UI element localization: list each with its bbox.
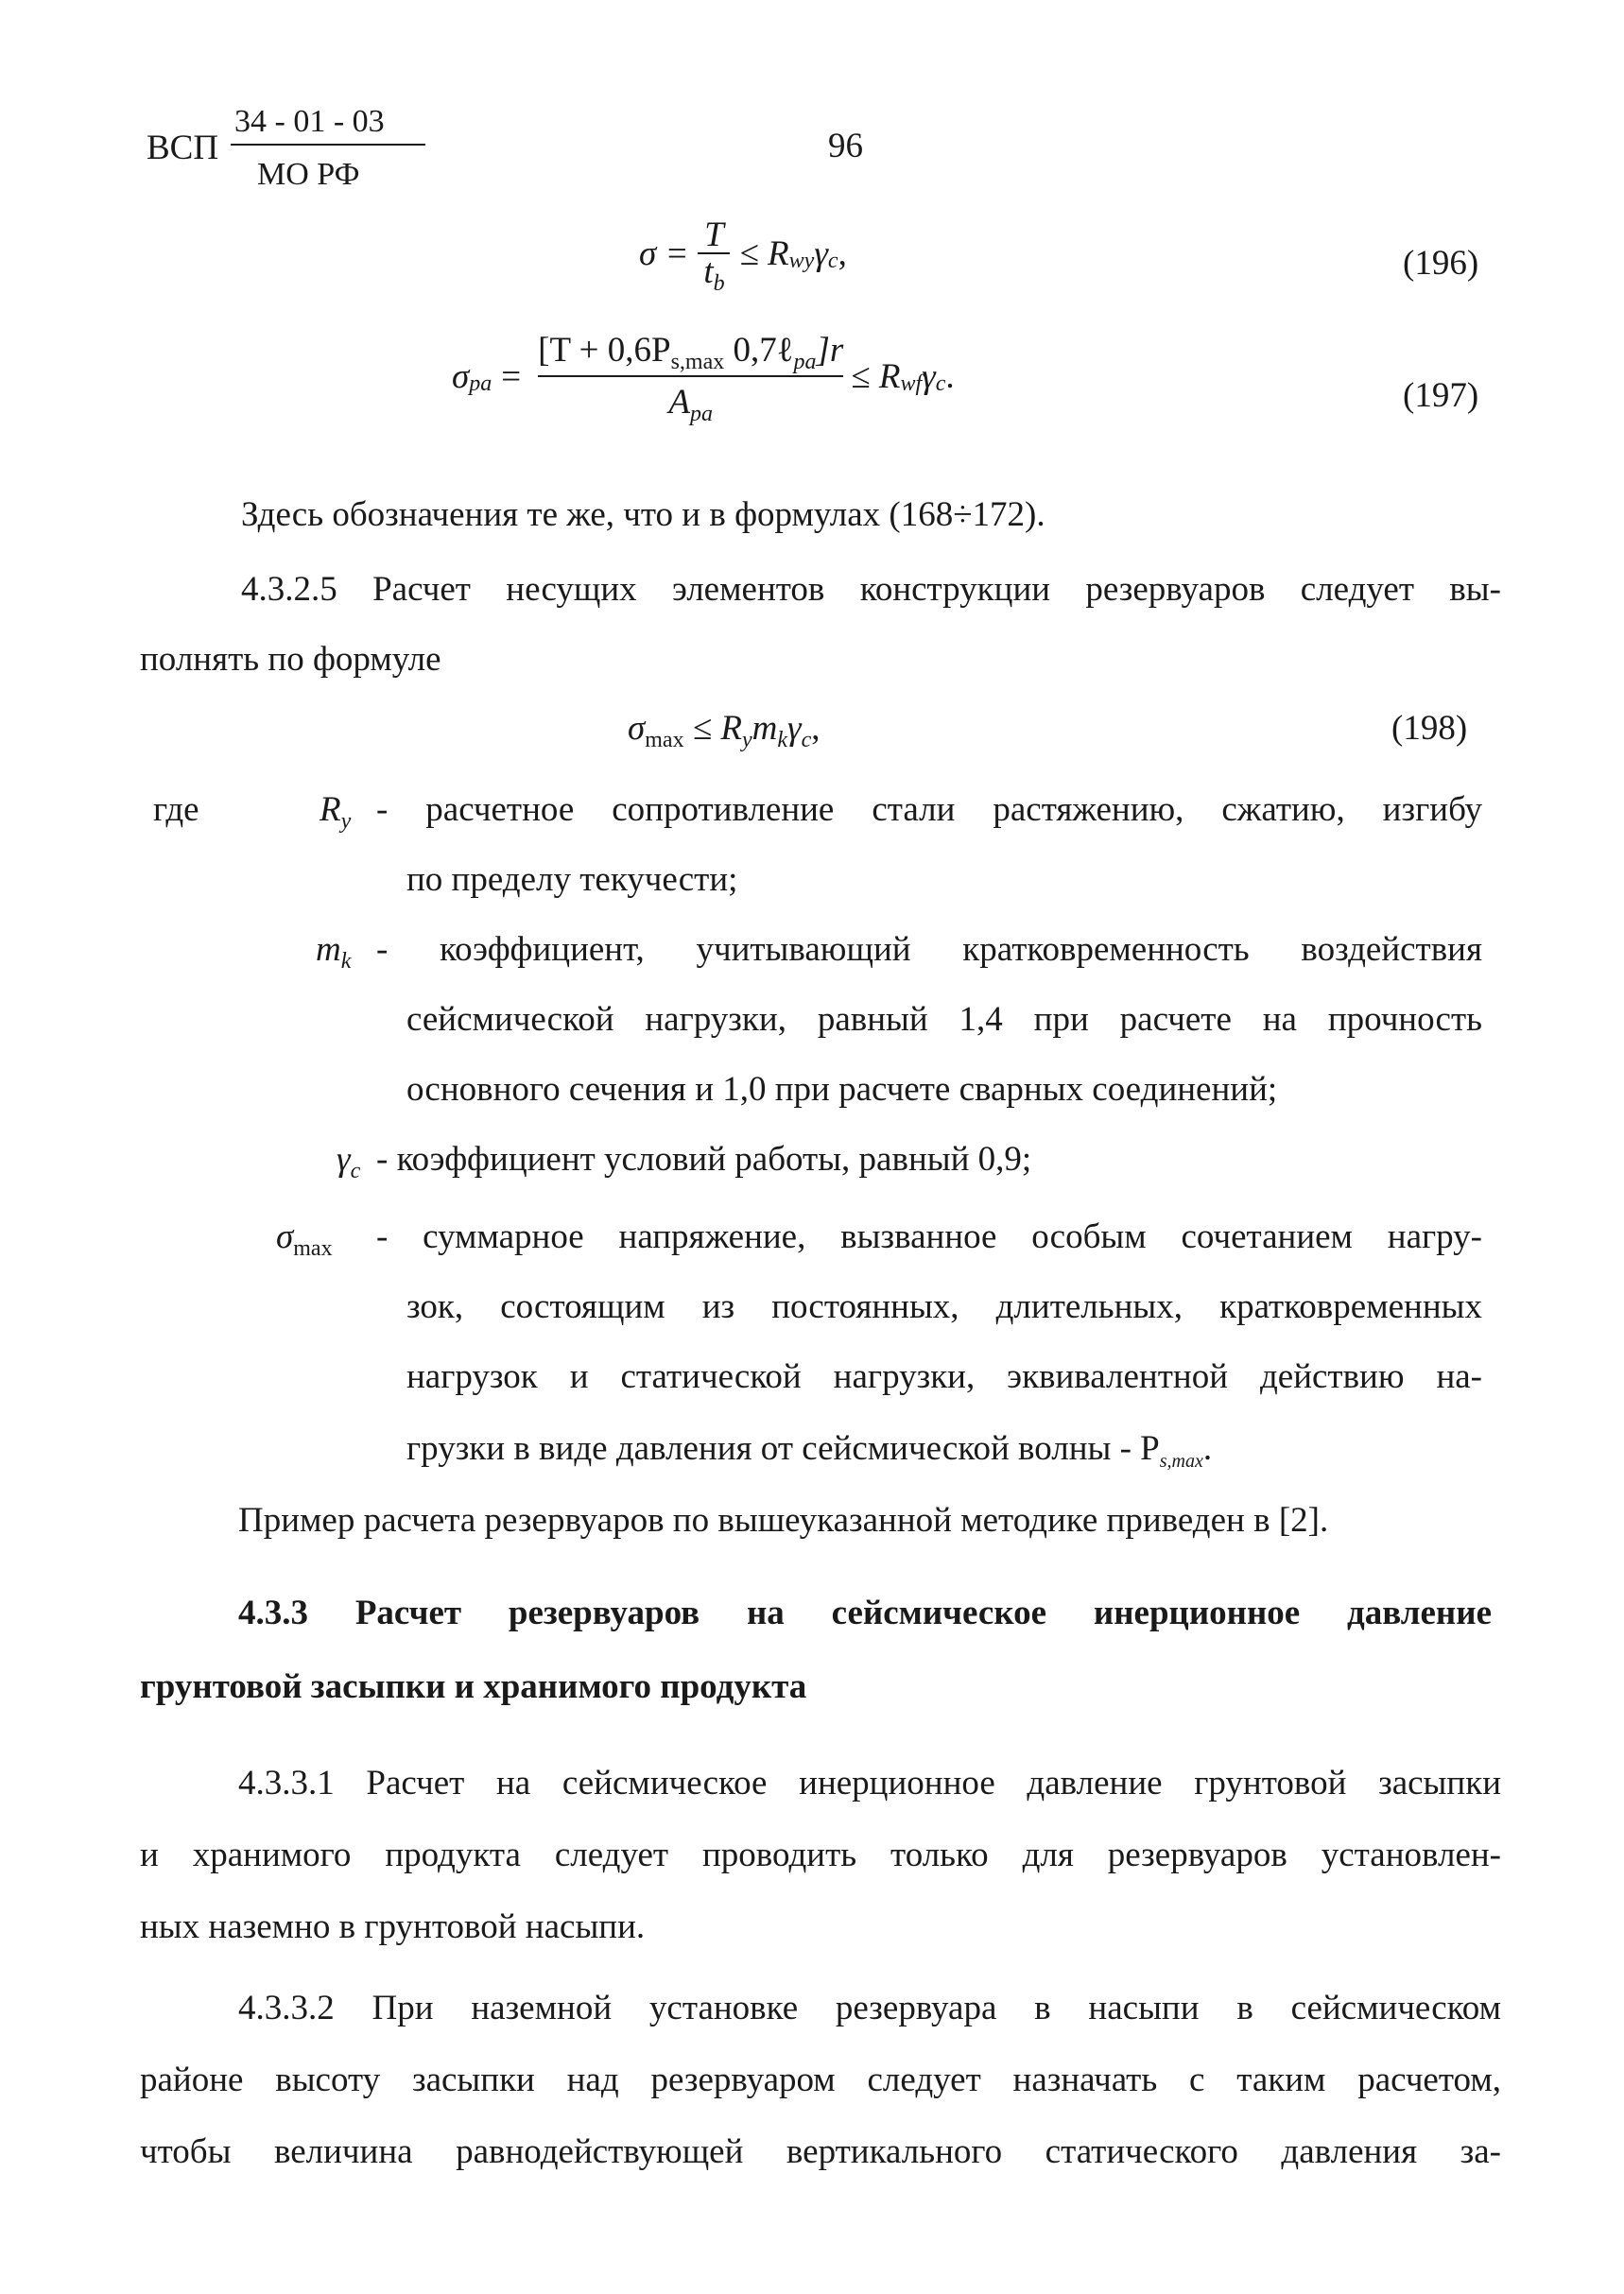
def-symbol-sigma-max	[276, 1217, 333, 1261]
formula-197-numerator-sub: s,max	[670, 350, 725, 374]
formula-197-number: (197)	[1403, 376, 1479, 415]
paragraph-4332-line-2: районе высоту засыпки над резервуаром следует назначать с таким расчетом,	[140, 2061, 1501, 2099]
def-sigma-max-line-4-text: грузки в виде давления от сейсмической волны - P	[406, 1429, 1160, 1468]
def-mk-line-3: основного сечения и 1,0 при расчете сварных соединений;	[406, 1070, 1278, 1109]
formula-196-denominator-sub: b	[713, 271, 725, 296]
formula-196	[639, 216, 847, 296]
paragraph-4325-line-2: полнять по формуле	[140, 640, 441, 679]
formula-198-number: (198)	[1391, 709, 1468, 748]
formula-196-gamma-sub: c	[827, 249, 838, 273]
formula-197-numerator-a: [T + 0,6P	[538, 331, 671, 370]
doc-code-fraction-bar	[231, 144, 425, 146]
formula-197-numerator	[538, 331, 844, 374]
def-symbol-ry-base: R	[320, 790, 341, 829]
formula-198-m-sub: k	[777, 728, 788, 752]
def-gamma-c-line-1: - коэффициент условий работы, равный 0,9;	[376, 1140, 1032, 1179]
formula-197-denominator-base: A	[668, 383, 691, 422]
def-sigma-max-line-4-sub: s,max	[1159, 1451, 1203, 1472]
formula-197-numerator-sub2: pa	[793, 350, 817, 374]
formula-197-bar	[538, 375, 843, 377]
def-symbol-mk	[316, 930, 352, 974]
def-symbol-sigma-max-sub: max	[293, 1236, 333, 1261]
formula-197-denominator	[668, 383, 714, 426]
def-symbol-gamma-c-base: γ	[337, 1140, 351, 1179]
def-symbol-mk-base: m	[316, 930, 341, 969]
formula-198-r: ≤ R	[683, 709, 742, 748]
formula-197-numerator-b: 0,7ℓ	[724, 331, 794, 370]
formula-196-denominator	[703, 252, 725, 296]
formula-196-gamma: γ	[814, 233, 828, 273]
def-ry-line-2: по пределу текучести;	[406, 860, 738, 899]
def-mk-line-2: сейсмической нагрузки, равный 1,4 при расчете на прочность	[406, 1000, 1482, 1039]
def-symbol-gamma-c-sub: c	[350, 1159, 361, 1183]
page-number: 96	[828, 127, 863, 165]
doc-code-number: 34 - 01 - 03	[234, 104, 385, 139]
formula-196-denominator-base: t	[703, 252, 714, 291]
formula-197-denominator-sub: pa	[690, 402, 714, 426]
def-sigma-max-line-4-end: .	[1202, 1429, 1213, 1468]
formula-197-rhs-sub: wf	[900, 371, 923, 396]
paragraph-4332-line-1: 4.3.3.2 При наземной установке резервуара в насыпи в сейсмическом	[238, 1989, 1501, 2027]
formula-198-m: m	[752, 709, 778, 748]
doc-code-prefix: ВСП	[147, 129, 219, 167]
example-reference: Пример расчета резервуаров по вышеуказанной методике приведен в [2].	[238, 1501, 1329, 1540]
formula-198-gamma-sub: c	[801, 728, 812, 752]
paragraph-4325-line-1: 4.3.2.5 Расчет несущих элементов конструкции резервуаров следует вы-	[241, 570, 1501, 609]
formula-198-end: ,	[811, 709, 821, 748]
formula-196-number: (196)	[1403, 244, 1479, 283]
def-ry-line-1: - расчетное сопротивление стали растяжению, сжатию, изгибу	[376, 790, 1482, 829]
def-symbol-ry	[320, 790, 352, 834]
formula-197-lhs-sub: pa	[469, 371, 492, 396]
formula-196-rhs-sub: wy	[788, 249, 815, 273]
paragraph-4331-line-3: ных наземно в грунтовой насыпи.	[140, 1907, 646, 1946]
formula-196-rhs: ≤ R	[739, 233, 789, 273]
def-symbol-sigma-max-base: σ	[276, 1217, 294, 1256]
formula-198-sigma: σ	[628, 709, 646, 748]
def-sigma-max-line-2: зок, состоящим из постоянных, длительных, кратковременных	[406, 1287, 1482, 1326]
where-label: где	[153, 790, 199, 829]
formula-197-numerator-c: ]r	[816, 331, 844, 370]
formula-196-lhs: σ =	[639, 233, 689, 273]
paragraph-4332-line-3: чтобы величина равнодействующей вертикального статического давления за-	[140, 2132, 1501, 2171]
formula-198-sigma-sub: max	[645, 728, 684, 752]
formula-197-eq: =	[501, 356, 522, 396]
formula-197	[452, 331, 955, 426]
paragraph-4331-line-1: 4.3.3.1 Расчет на сейсмическое инерционное давление грунтовой засыпки	[238, 1764, 1501, 1802]
def-symbol-gamma-c	[337, 1140, 361, 1183]
formula-196-numerator: T	[704, 216, 724, 254]
formula-197-gamma: γ	[922, 356, 936, 396]
def-symbol-mk-sub: k	[340, 949, 352, 974]
formula-196-end: ,	[838, 233, 847, 273]
formula-198-r-sub: y	[742, 728, 752, 752]
paragraph-4331-line-2: и хранимого продукта следует проводить только для резервуаров установлен-	[140, 1836, 1501, 1874]
def-sigma-max-line-4	[406, 1429, 1213, 1472]
formula-197-lhs: σ	[452, 356, 470, 396]
formula-197-rhs: ≤ R	[851, 356, 901, 396]
formula-198-gamma: γ	[787, 709, 802, 748]
section-heading-line-2: грунтовой засыпки и хранимого продукта	[140, 1667, 807, 1706]
def-mk-line-1: - коэффициент, учитывающий кратковременность воздействия	[376, 930, 1482, 969]
def-symbol-ry-sub: y	[340, 809, 352, 834]
formula-196-fraction	[698, 216, 730, 296]
formula-note: Здесь обозначения те же, что и в формулах (168÷172).	[241, 495, 1045, 534]
formula-198	[628, 709, 821, 752]
def-sigma-max-line-1: - суммарное напряжение, вызванное особым сочетанием нагру-	[376, 1217, 1482, 1256]
doc-code-ministry: МО РФ	[257, 157, 360, 192]
section-heading-line-1: 4.3.3 Расчет резервуаров на сейсмическое инерционное давление	[238, 1594, 1492, 1632]
formula-197-fraction	[538, 331, 844, 426]
formula-197-end: .	[945, 356, 955, 396]
def-sigma-max-line-3: нагрузок и статической нагрузки, эквивалентной действию на-	[406, 1357, 1482, 1396]
formula-197-gamma-sub: c	[935, 371, 946, 396]
